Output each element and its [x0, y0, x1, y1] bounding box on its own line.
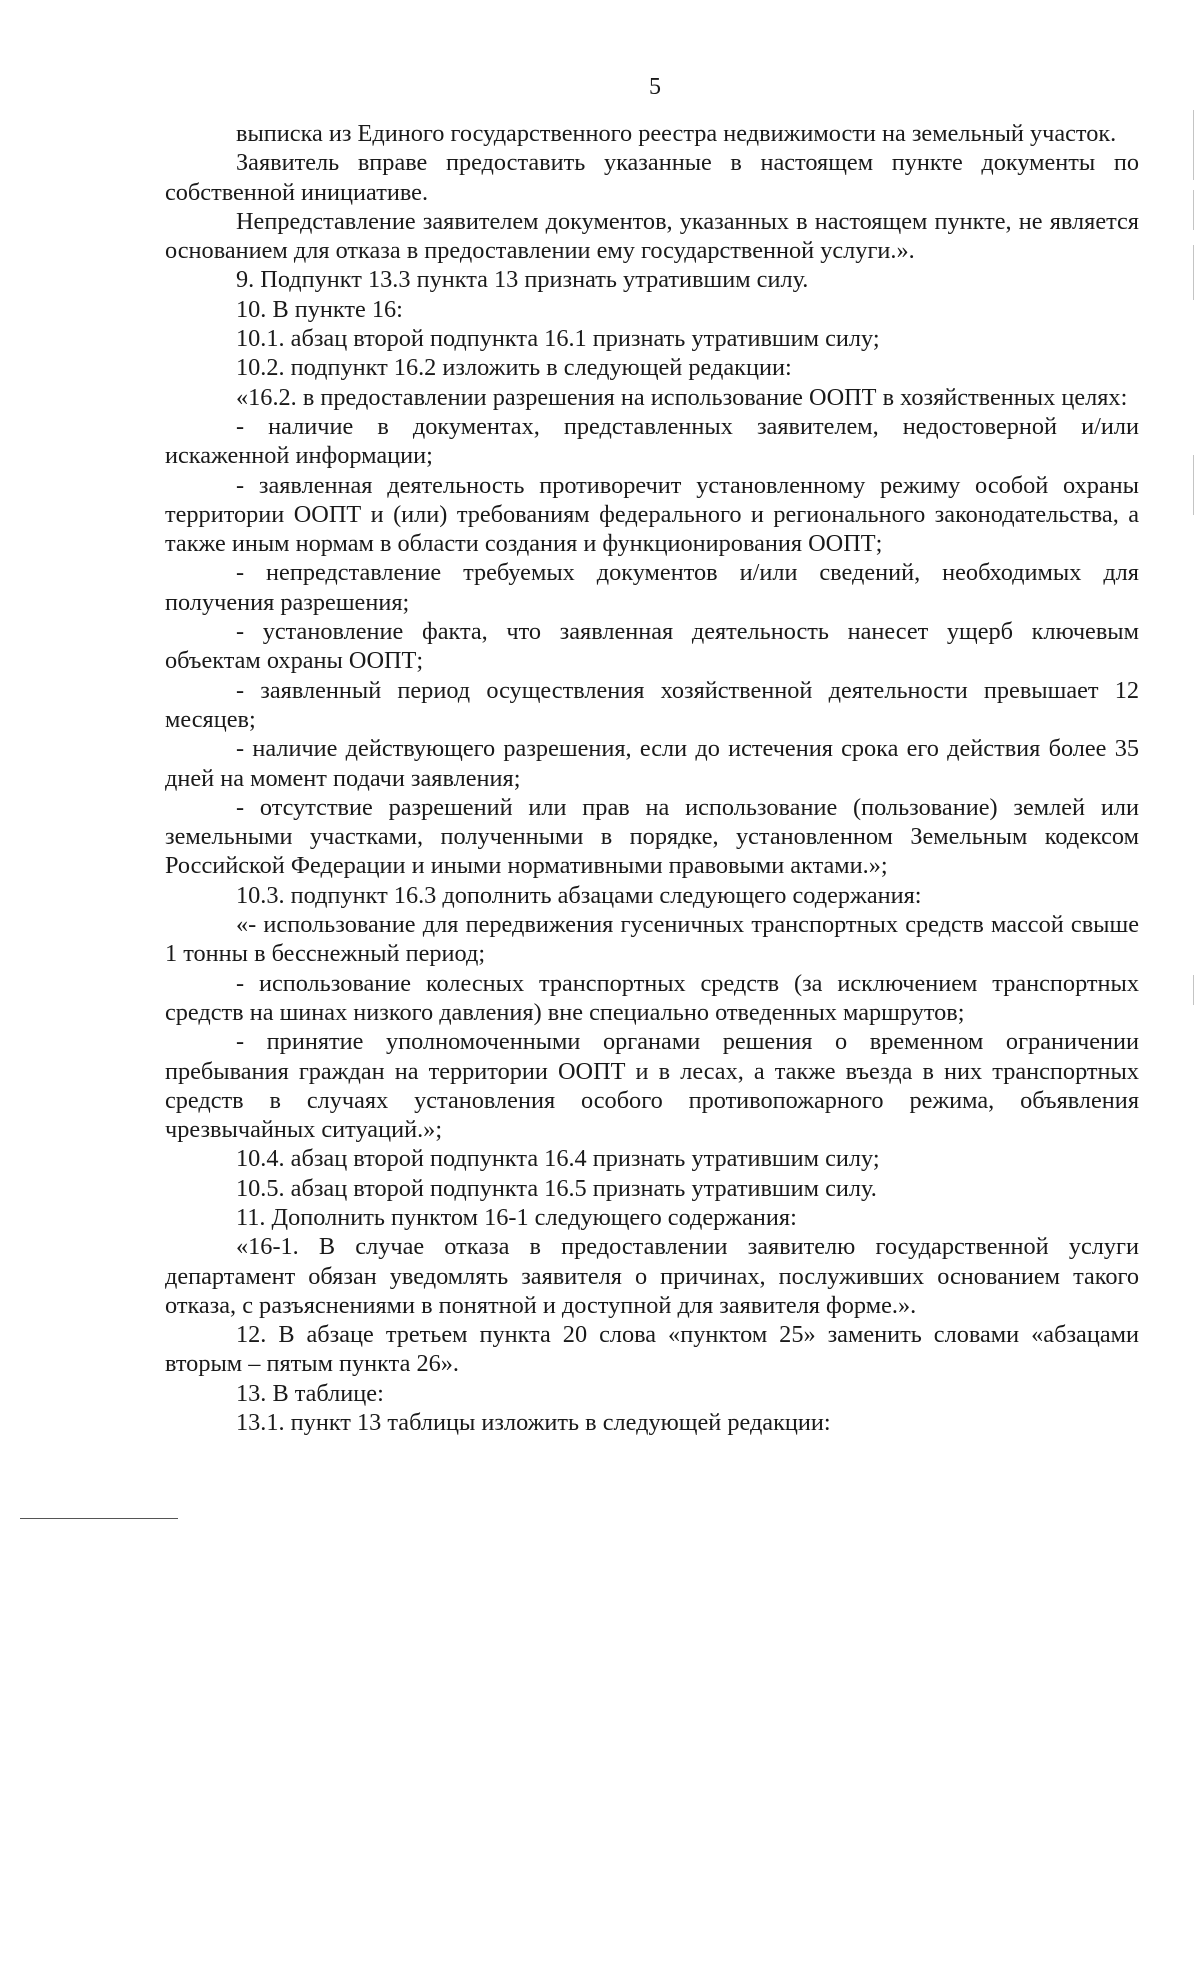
- paragraph: - отсутствие разрешений или прав на использование (пользование) землей или земельными участками, полученными в порядке, установленном Земельным кодексом Российской Федерации и иными нормативными правовыми актами.»;: [165, 793, 1139, 880]
- paragraph: - наличие действующего разрешения, если до истечения срока его действия более 35 дней на момент подачи заявления;: [165, 735, 1139, 792]
- scan-edge-marks: [1186, 0, 1200, 1976]
- paragraph: 10.4. абзац второй подпункта 16.4 признать утратившим силу;: [236, 1145, 880, 1173]
- paragraph: 9. Подпункт 13.3 пункта 13 признать утратившим силу.: [236, 266, 809, 294]
- paragraph: «16-1. В случае отказа в предоставлении заявителю государственной услуги департамент обязан уведомлять заявителя о причинах, послуживших основанием такого отказа, с разъяснениями в понятной и доступной для заявителя форме.».: [165, 1233, 1139, 1319]
- paragraph: - наличие в документах, представленных заявителем, недостоверной и/или искаженной информации;: [165, 412, 1139, 470]
- paragraph: 11. Дополнить пунктом 16-1 следующего содержания:: [236, 1203, 797, 1231]
- paragraph: 10.5. абзац второй подпункта 16.5 признать утратившим силу.: [236, 1174, 877, 1202]
- paragraph: 10.3. подпункт 16.3 дополнить абзацами следующего содержания:: [236, 881, 922, 909]
- document-body: [165, 119, 1139, 1437]
- paragraph: 10.1. абзац второй подпункта 16.1 признать утратившим силу;: [236, 325, 880, 353]
- paragraph: 13.1. пункт 13 таблицы изложить в следующей редакции:: [236, 1409, 831, 1437]
- paragraph: 12. В абзаце третьем пункта 20 слова «пунктом 25» заменить словами «абзацами вторым – пятым пункта 26».: [165, 1321, 1139, 1378]
- paragraph: - принятие уполномоченными органами решения о временном ограничении пребывания граждан на территории ООПТ и в лесах, а также въезда в них транспортных средств в случаях установления особого противопожарного режима, объявления чрезвычайных ситуаций.»;: [165, 1028, 1139, 1144]
- paragraph: - использование колесных транспортных средств (за исключением транспортных средств на шинах низкого давления) вне специально отведенных маршрутов;: [165, 969, 1139, 1026]
- page-number: 5: [649, 74, 661, 100]
- paragraph: «16.2. в предоставлении разрешения на использование ООПТ в хозяйственных целях:: [236, 383, 1128, 411]
- paragraph: 10. В пункте 16:: [236, 295, 403, 323]
- paragraph: - заявленный период осуществления хозяйственной деятельности превышает 12 месяцев;: [165, 676, 1139, 733]
- paragraph: «- использование для передвижения гусеничных транспортных средств массой свыше 1 тонны в бесснежный период;: [165, 911, 1139, 968]
- scan-edge-mark: [1193, 110, 1195, 180]
- paragraph: 10.2. подпункт 16.2 изложить в следующей редакции:: [236, 354, 792, 382]
- scan-edge-mark: [1193, 975, 1195, 1005]
- scan-edge-mark: [1193, 455, 1195, 515]
- scan-edge-mark: [1193, 245, 1195, 300]
- paragraph: Непредставление заявителем документов, указанных в настоящем пункте, не является основанием для отказа в предоставлении ему государственной услуги.».: [165, 207, 1139, 265]
- paragraph: - заявленная деятельность противоречит установленному режиму особой охраны территории ООПТ и (или) требованиям федерального и регионального законодательства, а также иным нормам в области создания и функционирования ООПТ;: [165, 471, 1139, 558]
- paragraph: - непредставление требуемых документов и/или сведений, необходимых для получения разрешения;: [165, 559, 1139, 616]
- paragraph: 13. В таблице:: [236, 1379, 384, 1407]
- scan-edge-mark: [1193, 190, 1195, 230]
- paragraph: Заявитель вправе предоставить указанные в настоящем пункте документы по собственной инициативе.: [165, 149, 1139, 206]
- paragraph: - установление факта, что заявленная деятельность нанесет ущерб ключевым объектам охраны ООПТ;: [165, 618, 1139, 675]
- paragraph: выписка из Единого государственного реестра недвижимости на земельный участок.: [236, 120, 1117, 147]
- footnote-separator-line: [20, 1518, 178, 1519]
